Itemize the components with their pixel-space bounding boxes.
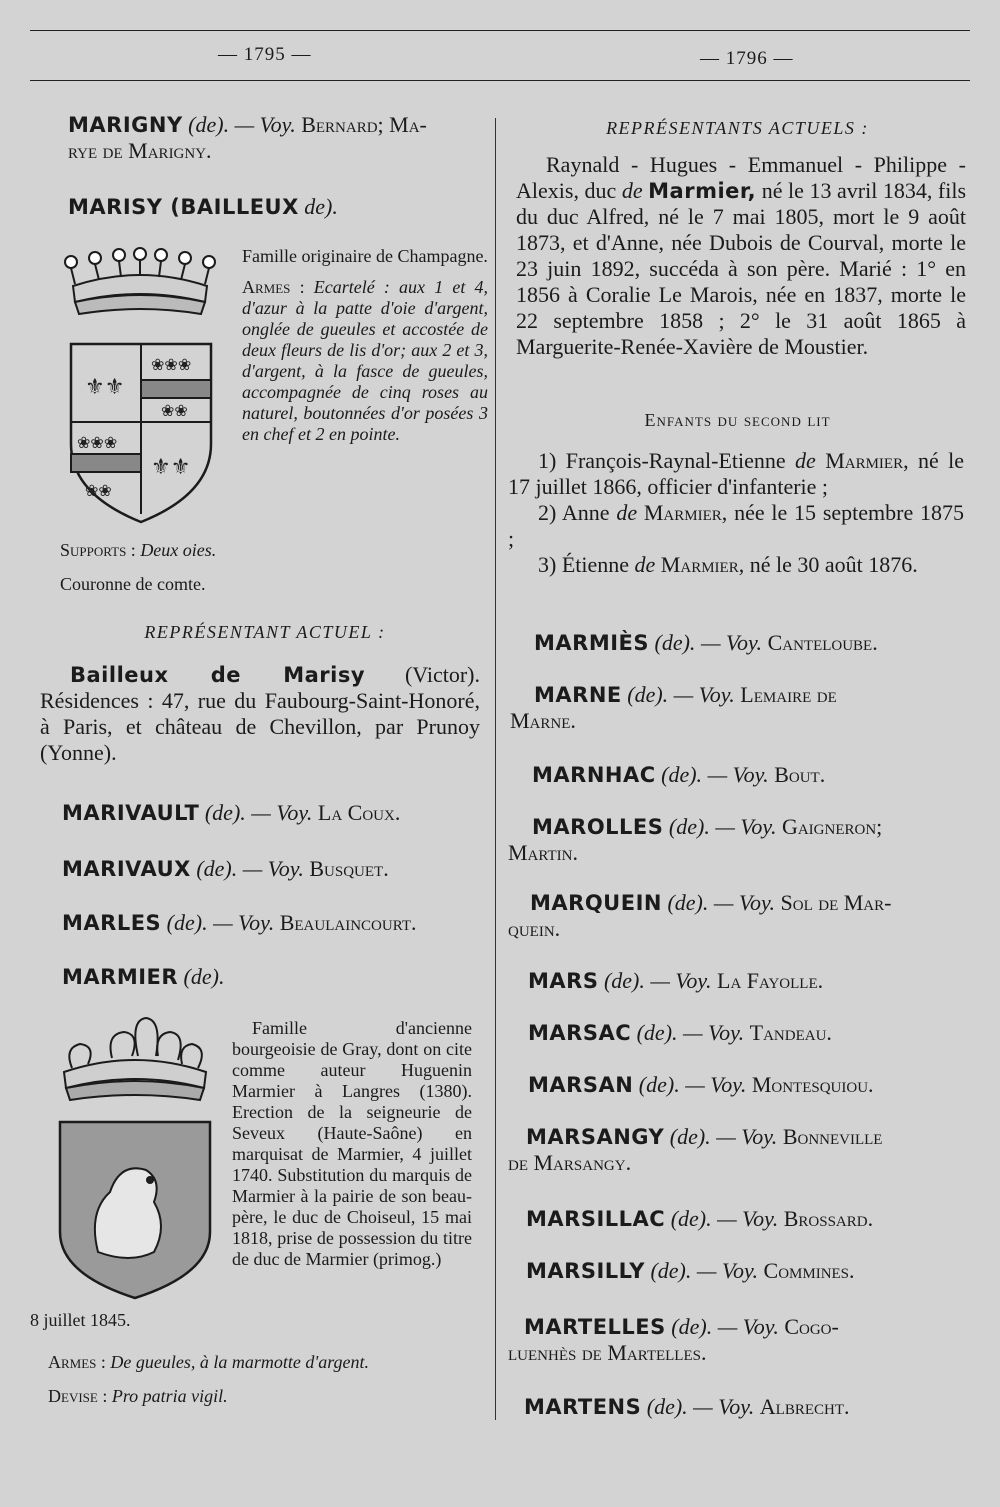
section-enfants: Enfants du second lit xyxy=(644,410,831,430)
entry-marne: MARNE (de). — Voy. Lemaire de Marne. xyxy=(510,682,837,733)
child-1: 1) François-Raynal-Etienne de Marmier, né le 17 juillet 1866, officier d'infanterie ; xyxy=(508,448,965,499)
page-number-right: — 1796 — xyxy=(700,48,794,69)
entry-martens: MARTENS (de). — Voy. Albrecht. xyxy=(524,1394,850,1419)
entry-mars: MARS (de). — Voy. La Fayolle. xyxy=(528,968,824,993)
marmier-coat-of-arms xyxy=(50,1012,220,1302)
marisy-couronne: Couronne de comte. xyxy=(60,574,206,594)
svg-text:⚜⚜: ⚜⚜ xyxy=(85,375,125,400)
marisy-blazon-block xyxy=(242,246,488,445)
entry-marsilly: MARSILLY (de). — Voy. Commines. xyxy=(526,1258,855,1283)
entry-marsac: MARSAC (de). — Voy. Tandeau. xyxy=(528,1020,832,1045)
page-number-left: — 1795 — xyxy=(218,44,312,65)
entry-marnhac: MARNHAC (de). — Voy. Bout. xyxy=(532,762,826,787)
column-divider xyxy=(495,118,496,1420)
child-2: 2) Anne de Marmier, née le 15 septembre 1875 ; xyxy=(508,500,964,551)
entry-marmier: MARMIER (de). xyxy=(62,964,225,989)
raynald-paragraph: Raynald - Hugues - Emmanuel - Philippe - Alexis, duc de Marmier, né le 13 avril 1834, fils du duc Alfred, né le 7 mai 1805, mort le 9 août 1873, et d'Anne, née Dubois de Courval, morte le 23 juin 1892, succéda à son père. Marié : 1° en 1856 à Coralie Le Marois, née en 1837, morte le 22 septembre 1858 ; 2° le 31 août 1865 à Marguerite-Renée-Xavière de Moustier. xyxy=(516,152,967,359)
entry-marivault: MARIVAULT (de). — Voy. La Coux. xyxy=(62,800,401,825)
marmier-date: 8 juillet 1845. xyxy=(30,1310,131,1330)
entry-marmies: MARMIÈS (de). — Voy. Canteloube. xyxy=(534,630,878,655)
entry-marivaux: MARIVAUX (de). — Voy. Busquet. xyxy=(62,856,389,881)
entry-marquein: MARQUEIN (de). — Voy. Sol de Mar- quein. xyxy=(508,890,892,941)
header-rule xyxy=(30,80,970,81)
entry-marisy: MARISY (BAILLEUX de). xyxy=(68,194,338,219)
entry-marigny: MARIGNY (de). — Voy. Bernard; Ma- rye de Marigny. xyxy=(68,112,427,163)
section-representant-actuel: REPRÉSENTANT ACTUEL : xyxy=(144,622,386,642)
svg-text:⚜⚜: ⚜⚜ xyxy=(151,455,191,480)
entry-martelles: MARTELLES (de). — Voy. Cogo- luenhès de Martelles. xyxy=(508,1314,839,1365)
entry-marsangy: MARSANGY (de). — Voy. Bonneville de Marsangy. xyxy=(508,1124,883,1175)
marisy-origin: Famille originaire de Champagne. xyxy=(242,246,488,266)
svg-text:❀❀: ❀❀ xyxy=(85,481,112,500)
entry-marolles: MAROLLES (de). — Voy. Gaigneron; Martin. xyxy=(508,814,883,865)
top-rule xyxy=(30,30,970,31)
ducal-coronet-and-marmot-shield-image xyxy=(50,1012,220,1302)
marmier-armes: Armes : De gueules, à la marmotte d'argent. xyxy=(48,1352,370,1372)
entry-marsan: MARSAN (de). — Voy. Montesquiou. xyxy=(528,1072,874,1097)
count-coronet-and-shield-image xyxy=(55,244,225,529)
entry-marles: MARLES (de). — Voy. Beaulaincourt. xyxy=(62,910,417,935)
armes-label: Armes : xyxy=(242,277,305,297)
svg-text:❀❀❀: ❀❀❀ xyxy=(151,355,192,374)
svg-text:❀❀❀: ❀❀❀ xyxy=(77,433,118,452)
marisy-blazon: Ecartelé : aux 1 et 4, d'azur à la patte d'oie d'argent, onglée de gueules et accostée de deux fleurs de lis d'or; aux 2 et 3, d'argent, à la fasce de gueules, accompagnée de cinq roses au naturel, boutonnées d'or posées 3 en chef et 2 en pointe. xyxy=(242,277,489,444)
marmier-history-text: Famille d'ancienne bourgeoisie de Gray, dont on cite comme auteur Huguenin Marmier à Langres (1380). Erection de la seigneurie de Seveux (Haute-Saône) en marquisat de Marmier, 4 juillet 1740. Substitution du marquis de Marmier à la pairie de son beau-père, le duc de Choiseul, 15 mai 1818, prise de possession du titre de duc de Marmier (primog.) xyxy=(232,1018,472,1269)
child-3: 3) Étienne de Marmier, né le 30 août 1876. xyxy=(538,552,918,577)
marisy-coat-of-arms xyxy=(55,244,225,529)
section-representants-actuels: REPRÉSENTANTS ACTUELS : xyxy=(606,118,869,138)
marisy-supports: Supports : Deux oies. xyxy=(60,540,217,560)
bailleux-paragraph: Bailleux de Marisy (Victor). Résidences : 47, rue du Faubourg-Saint-Honoré, à Paris, et château de Chevillon, par Prunoy (Yonne). xyxy=(40,662,481,765)
svg-text:❀❀: ❀❀ xyxy=(161,401,188,420)
entry-marsillac: MARSILLAC (de). — Voy. Brossard. xyxy=(526,1206,874,1231)
marmier-devise: Devise : Pro patria vigil. xyxy=(48,1386,228,1406)
